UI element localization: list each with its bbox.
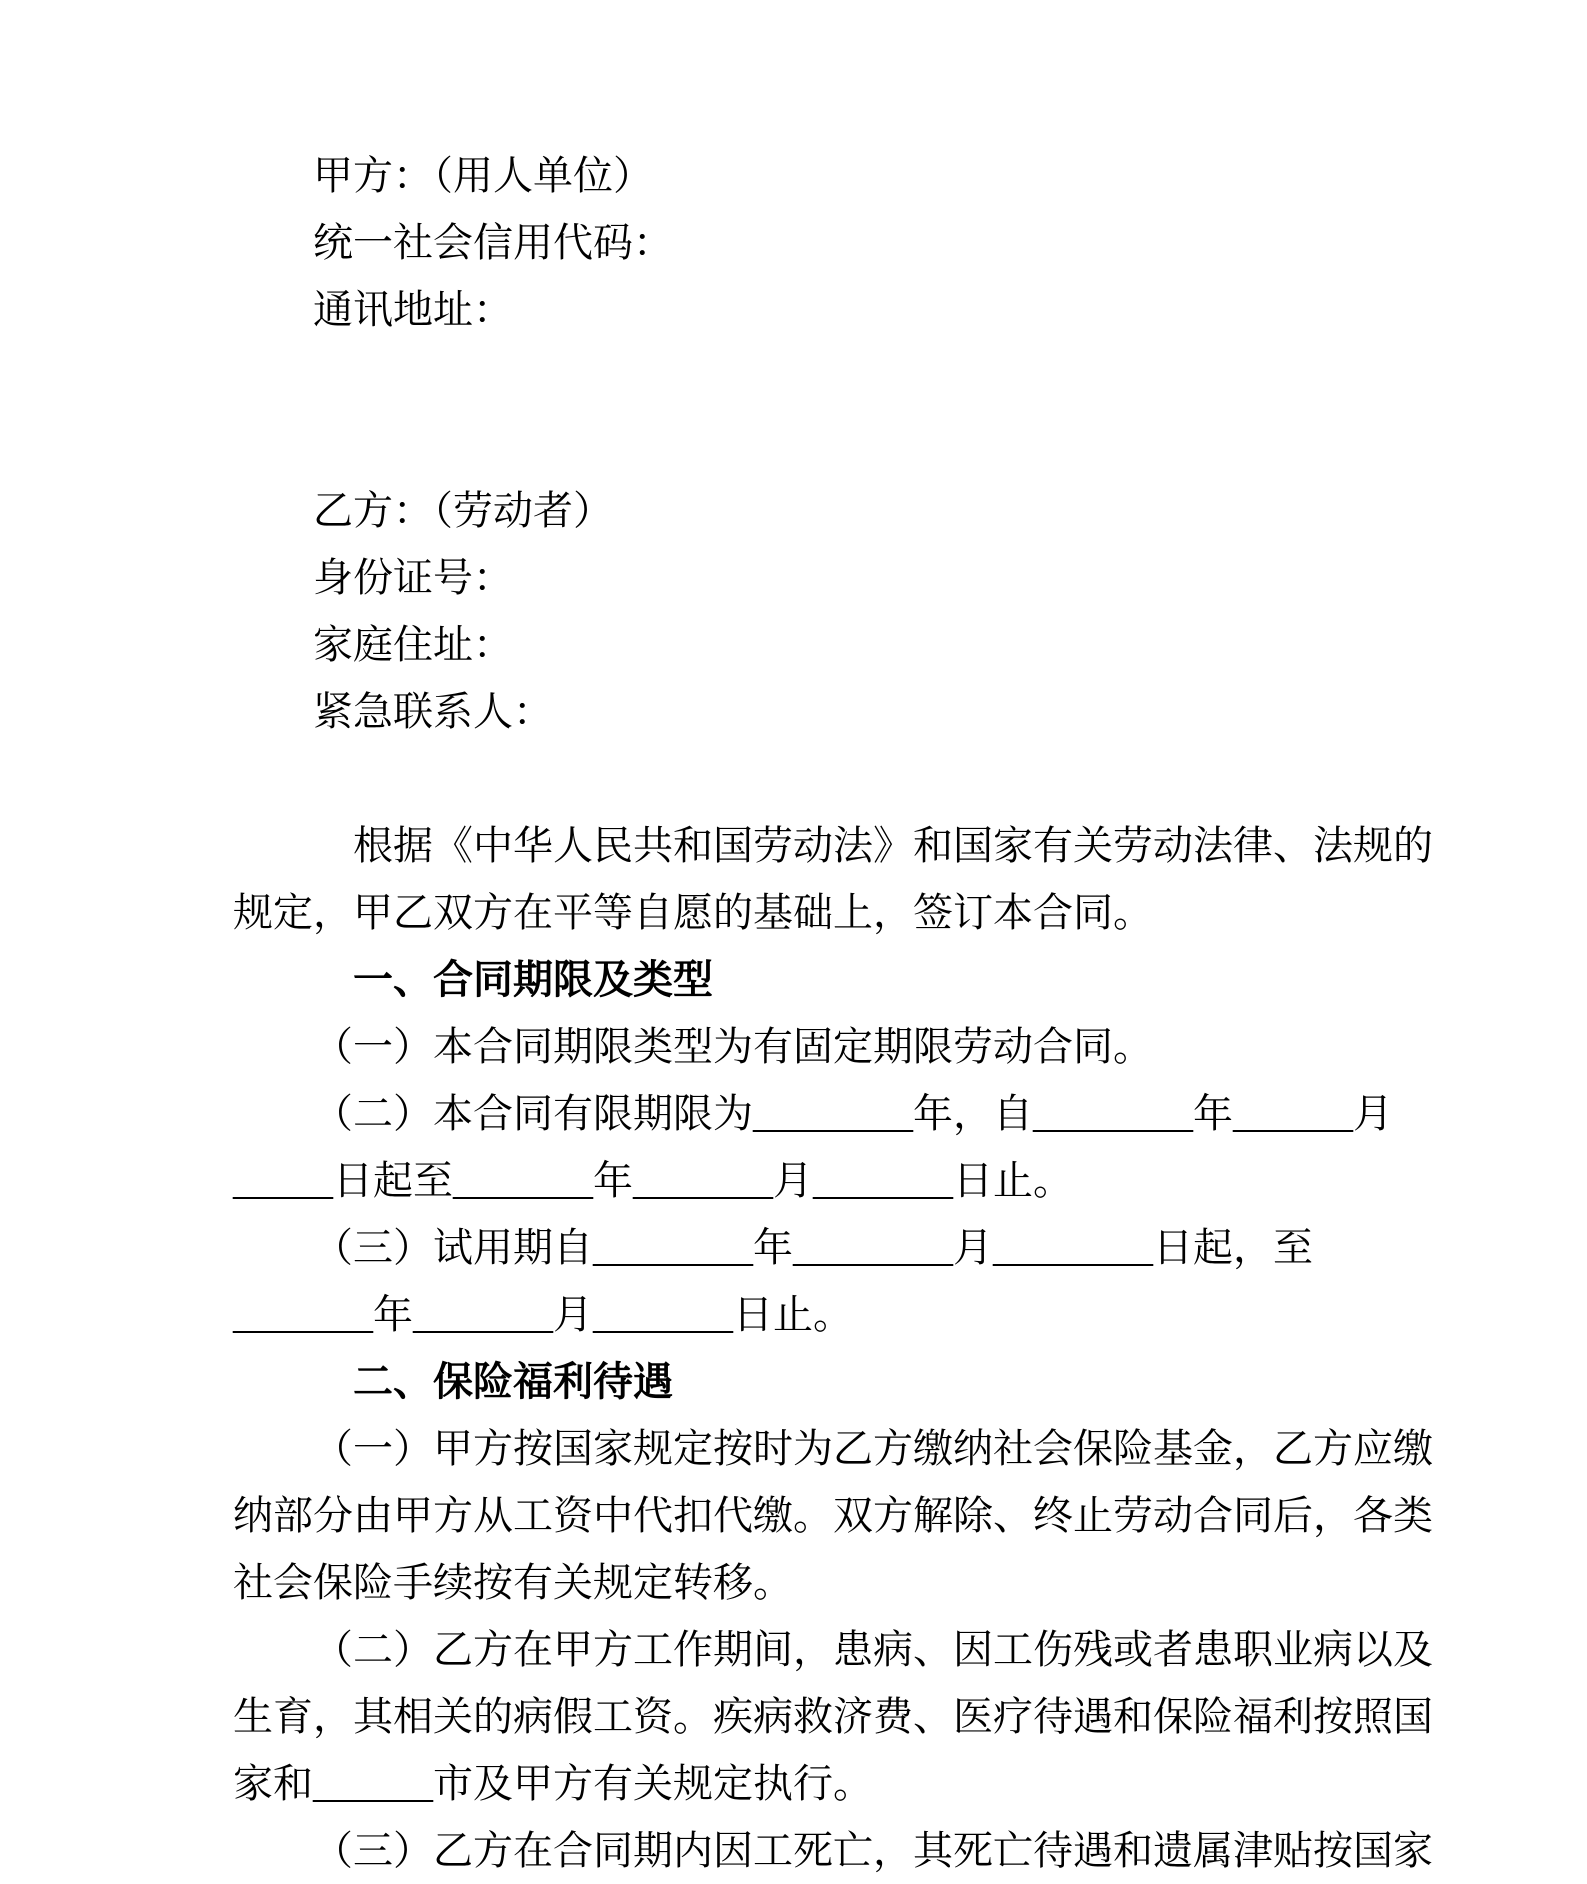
section-2-clause-2-line-1: （二）乙方在甲方工作期间，患病、因工伤残或者患职业病以及 — [313, 1627, 1433, 1672]
section-1-clause-3-line-1: （三）试用期自________年________月________日起，至 — [313, 1225, 1313, 1270]
party-b-name: 乙方：（劳动者） — [313, 488, 613, 533]
section-1-clause-1: （一）本合同期限类型为有固定期限劳动合同。 — [313, 1024, 1153, 1069]
section-2-clause-1-line-3: 社会保险手续按有关规定转移。 — [233, 1560, 793, 1605]
blank-line — [233, 745, 1467, 812]
section-1-clause-3-line-2: _______年_______月_______日止。 — [233, 1292, 853, 1337]
party-a-credit-code: 统一社会信用代码： — [313, 220, 673, 265]
blank-line — [233, 343, 1467, 410]
section-2-clause-1-line-2: 纳部分由甲方从工资中代扣代缴。双方解除、终止劳动合同后，各类 — [233, 1493, 1433, 1538]
section-1-clause-2-line-1: （二）本合同有限期限为________年，自________年______月 — [313, 1091, 1393, 1136]
section-1-heading: 一、合同期限及类型 — [353, 957, 713, 1002]
section-2-heading: 二、保险福利待遇 — [353, 1359, 673, 1404]
party-a-name: 甲方：（用人单位） — [313, 153, 653, 198]
section-1-clause-2-line-2: _____日起至_______年_______月_______日止。 — [233, 1158, 1073, 1203]
blank-line — [233, 410, 1467, 477]
party-a-address: 通讯地址： — [313, 287, 513, 332]
section-2-clause-3-line-1: （三）乙方在合同期内因工死亡，其死亡待遇和遗属津贴按国家 — [313, 1828, 1433, 1873]
party-b-id-number: 身份证号： — [313, 555, 513, 600]
section-2-clause-2-line-3: 家和______市及甲方有关规定执行。 — [233, 1761, 873, 1806]
preamble-line-2: 规定，甲乙双方在平等自愿的基础上，签订本合同。 — [233, 890, 1153, 935]
party-b-emergency-contact: 紧急联系人： — [313, 689, 553, 734]
party-b-home-address: 家庭住址： — [313, 622, 513, 667]
preamble-line-1: 根据《中华人民共和国劳动法》和国家有关劳动法律、法规的 — [353, 823, 1433, 868]
section-2-clause-1-line-1: （一）甲方按国家规定按时为乙方缴纳社会保险基金，乙方应缴 — [313, 1426, 1433, 1471]
section-2-clause-2-line-2: 生育，其相关的病假工资。疾病救济费、医疗待遇和保险福利按照国 — [233, 1694, 1433, 1739]
